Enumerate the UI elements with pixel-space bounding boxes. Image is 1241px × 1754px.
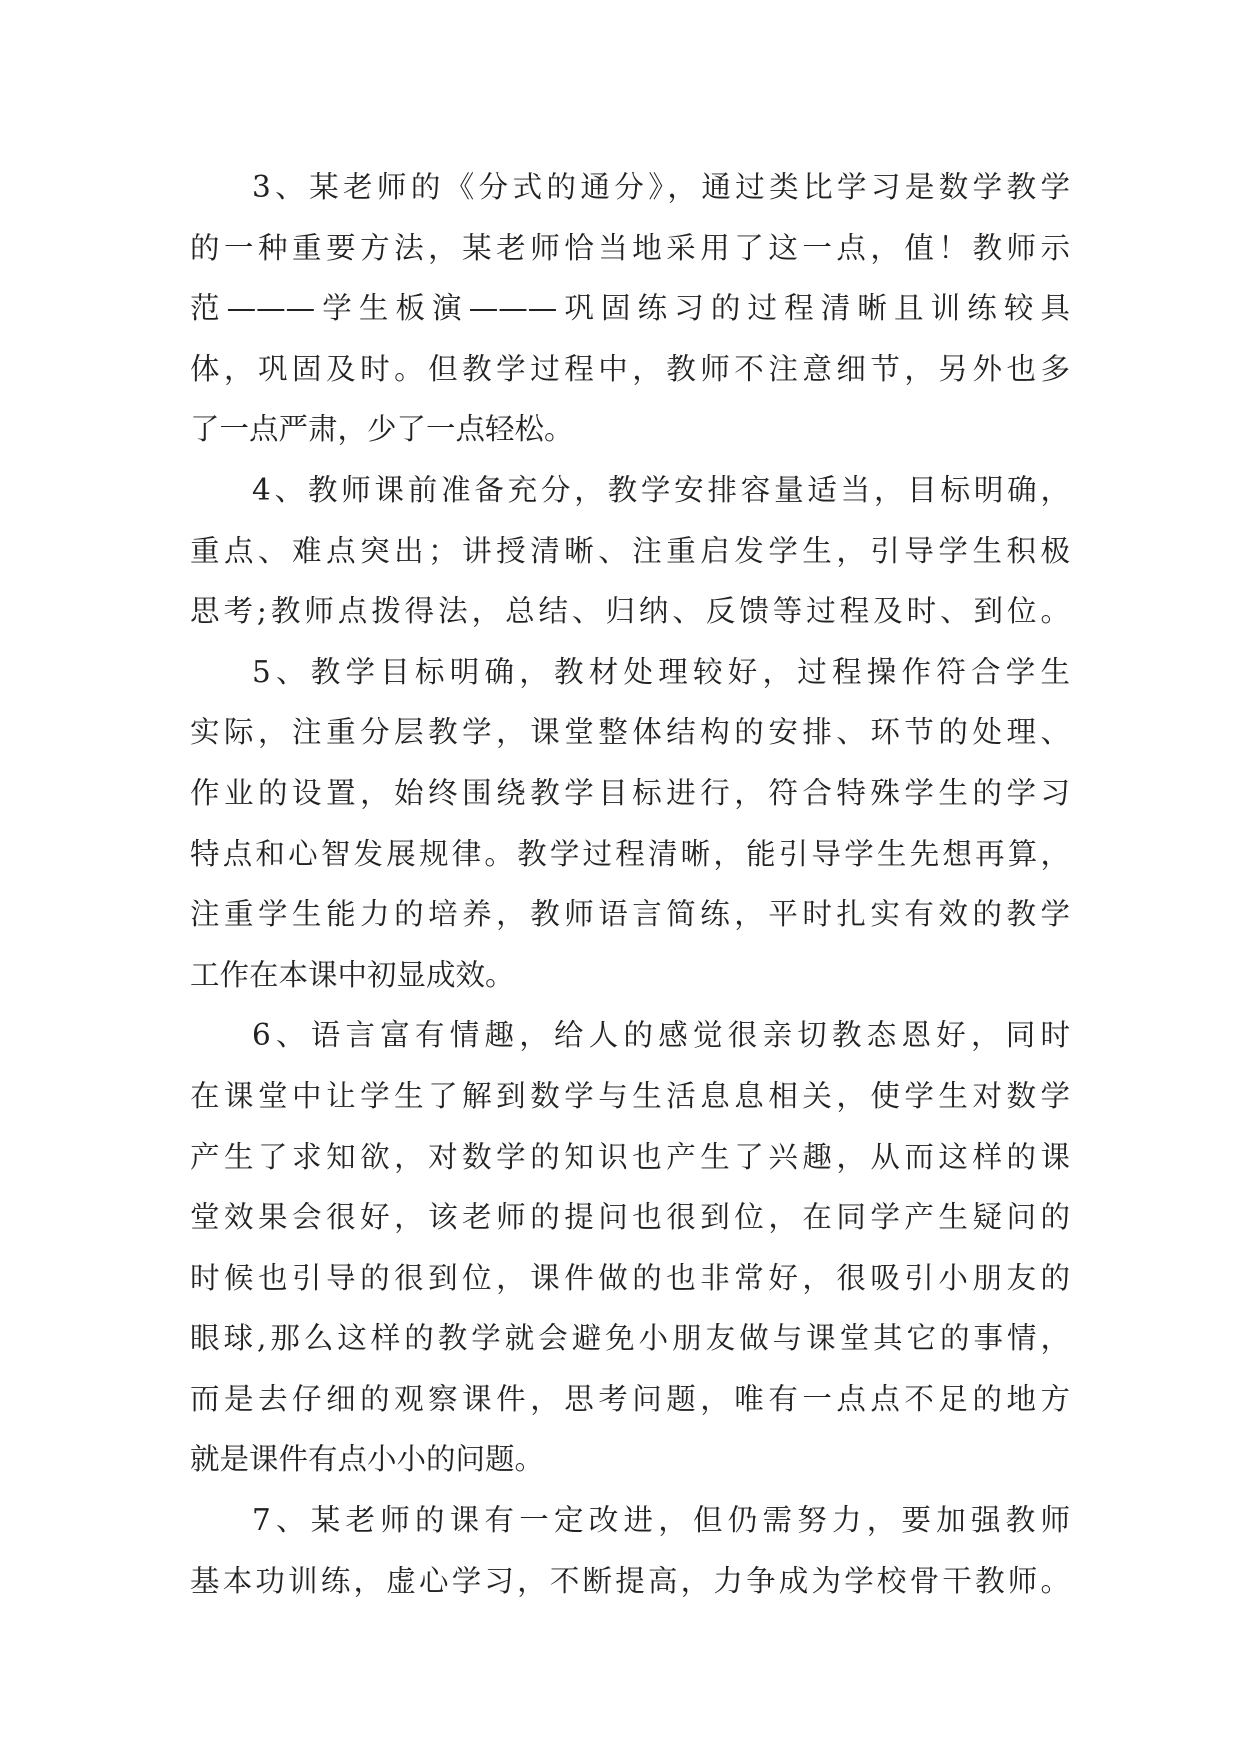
text-line: 5、教学目标明确，教材处理较好，过程操作符合学生 (252, 654, 1070, 689)
text-line: 重点、难点突出；讲授清晰、注重启发学生，引导学生积极 (190, 533, 1070, 568)
text-line: 工作在本课中初显成效。 (190, 957, 515, 992)
text-line: 堂效果会很好，该老师的提问也很到位，在同学产生疑问的 (190, 1200, 1070, 1235)
text-line: 实际，注重分层教学，课堂整体结构的安排、环节的处理、 (190, 715, 1070, 750)
text-line: 而是去仔细的观察课件，思考问题，唯有一点点不足的地方 (190, 1381, 1070, 1416)
paragraph-5 (190, 642, 1070, 1006)
text-line: 范———学生板演———巩固练习的过程清晰且训练较具 (190, 291, 1070, 326)
text-line: 4、教师课前准备充分，教学安排容量适当，目标明确， (252, 472, 1070, 507)
text-line: 眼球,那么这样的教学就会避免小朋友做与课堂其它的事情， (190, 1321, 1070, 1356)
text-line: 作业的设置，始终围绕教学目标进行，符合特殊学生的学习 (190, 775, 1070, 810)
paragraph-6 (190, 1005, 1070, 1490)
text-line: 3、某老师的《分式的通分》，通过类比学习是数学教学 (252, 170, 1070, 204)
text-line: 时候也引导的很到位，课件做的也非常好，很吸引小朋友的 (190, 1260, 1070, 1295)
text-line: 思考;教师点拨得法，总结、归纳、反馈等过程及时、到位。 (190, 594, 1070, 629)
text-line: 基本功训练，虚心学习，不断提高，力争成为学校骨干教师。 (190, 1563, 1070, 1598)
text-line: 体，巩固及时。但教学过程中，教师不注意细节，另外也多 (190, 351, 1070, 386)
text-line: 就是课件有点小小的问题。 (190, 1442, 545, 1477)
text-line: 7、某老师的课有一定改进，但仍需努力，要加强教师 (252, 1503, 1070, 1538)
text-line: 注重学生能力的培养，教师语言简练，平时扎实有效的教学 (190, 897, 1070, 932)
text-line: 6、语言富有情趣，给人的感觉很亲切教态恩好，同时 (252, 1018, 1070, 1053)
document-body (190, 157, 1070, 1611)
text-line: 产生了求知欲，对数学的知识也产生了兴趣，从而这样的课 (190, 1139, 1070, 1174)
paragraph-4 (190, 460, 1070, 642)
text-line: 特点和心智发展规律。教学过程清晰，能引导学生先想再算， (190, 836, 1070, 871)
text-line: 了一点严肃，少了一点轻松。 (190, 412, 574, 447)
text-line: 的一种重要方法，某老师恰当地采用了这一点，值！教师示 (190, 230, 1070, 265)
paragraph-7 (190, 1490, 1070, 1611)
text-line: 在课堂中让学生了解到数学与生活息息相关，使学生对数学 (190, 1078, 1070, 1113)
paragraph-3 (190, 157, 1070, 460)
